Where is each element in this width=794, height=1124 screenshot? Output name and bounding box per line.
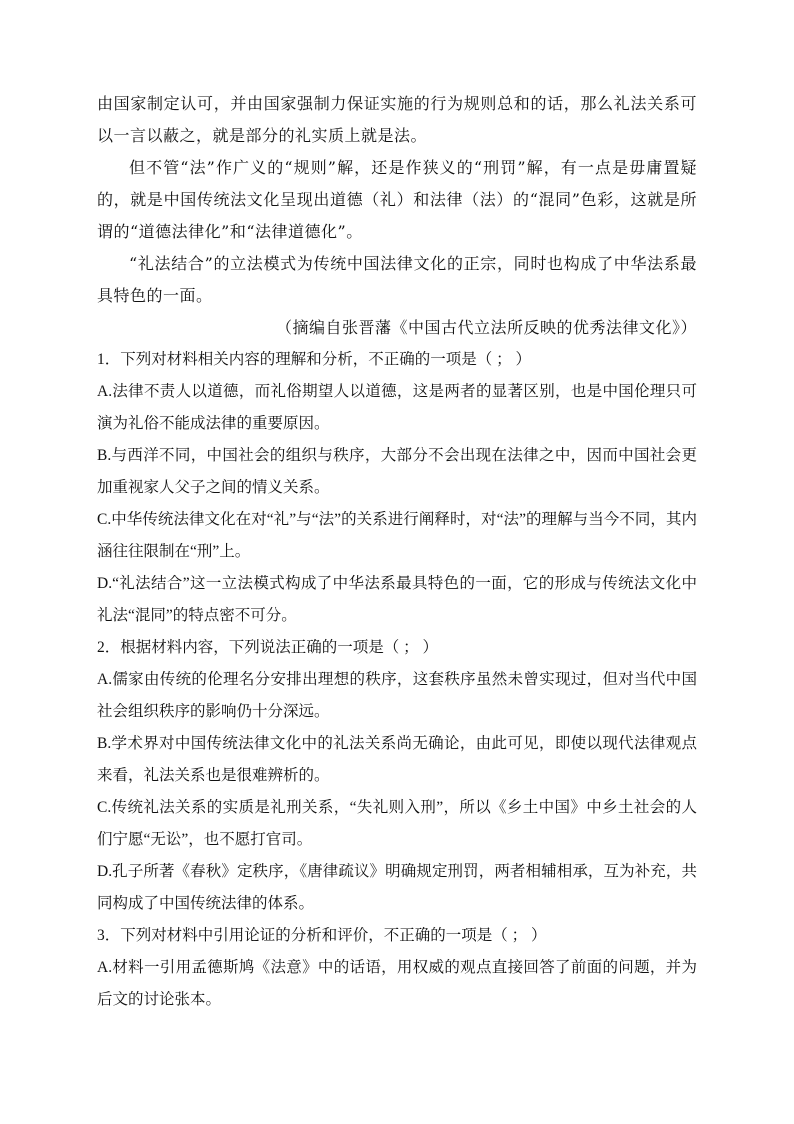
question-1-option-a: A.法律不责人以道德，而礼俗期望人以道德，这是两者的显著区别，也是中国伦理只可演为礼俗不能成法律的重要原因。 [97,383,697,432]
question-1-option-b: B.与西洋不同，中国社会的组织与秩序，大部分不会出现在法律之中，因而中国社会更加重视家人父子之间的情义关系。 [97,447,697,496]
question-2-option-b: B.学术界对中国传统法律文化中的礼法关系尚无确论，由此可见，即使以现代法律观点来看，礼法关系也是很难辨析的。 [97,735,697,784]
question-2-option-c: C.传统礼法关系的实质是礼刑关系，“失礼则入刑”，所以《乡土中国》中乡土社会的人们宁愿“无讼”，也不愿打官司。 [97,799,697,848]
question-2-stem: 2．根据材料内容，下列说法正确的一项是（ ； ） [97,639,439,656]
question-1-option-d: D.“礼法结合”这一立法模式构成了中华法系最具特色的一面，它的形成与传统法文化中礼法“混同”的特点密不可分。 [97,575,697,624]
passage-paragraph-1: 由国家制定认可，并由国家强制力保证实施的行为规则总和的话，那么礼法关系可以一言以蔽之，就是部分的礼实质上就是法。 [97,94,697,145]
question-3-stem: 3．下列对材料中引用论证的分析和评价，不正确的一项是（ ； ） [97,927,547,944]
question-2-option-a: A.儒家由传统的伦理名分安排出理想的秩序，这套秩序虽然未曾实现过，但对当代中国社会组织秩序的影响仍十分深远。 [97,671,697,720]
passage-paragraph-2: 但不管“法”作广义的“规则”解，还是作狭义的“刑罚”解，有一点是毋庸置疑的，就是中国传统法文化呈现出道德（礼）和法律（法）的“混同”色彩，这就是所谓的“道德法律化”和“法律道德化”。 [97,158,697,241]
question-2-option-d: D.孔子所著《春秋》定秩序，《唐律疏议》明确规定刑罚，两者相辅相承，互为补充，共同构成了中国传统法律的体系。 [97,863,697,912]
question-1-stem: 1．下列对材料相关内容的理解和分析，不正确的一项是（ ； ） [97,351,532,368]
passage-paragraph-3: “礼法结合”的立法模式为传统中国法律文化的正宗，同时也构成了中华法系最具特色的一面。 [97,254,697,305]
passage-source: （摘编自张晋藩《中国古代立法所反映的优秀法律文化》） [275,318,697,337]
question-1-option-c: C.中华传统法律文化在对“礼”与“法”的关系进行阐释时，对“法”的理解与当今不同，其内涵往往限制在“刑”上。 [97,511,697,560]
question-3-option-a: A.材料一引用孟德斯鸠《法意》中的话语，用权威的观点直接回答了前面的问题，并为后文的讨论张本。 [97,959,697,1008]
